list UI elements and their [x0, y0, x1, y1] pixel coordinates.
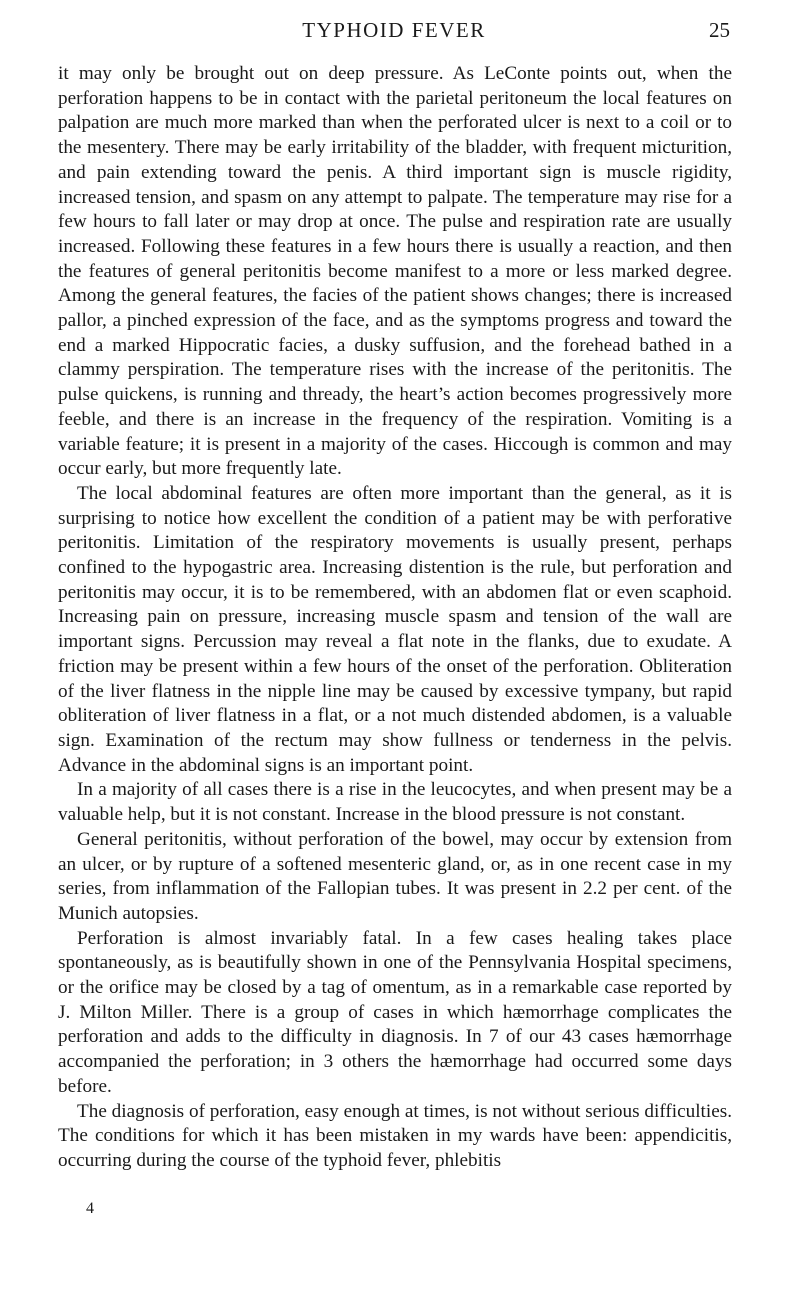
- paragraph-diagnosis: The diagnosis of perforation, easy enough at times, is not without serious difficulties. The conditions for which it has been mistaken in my wards have been: appendicitis, occurring during the course of the typhoid fever, phlebitis: [58, 1100, 732, 1171]
- page-number: 25: [709, 18, 730, 42]
- signature-mark: 4: [86, 1200, 94, 1217]
- page-header: [58, 18, 730, 48]
- running-head: TYPHOID FEVER: [302, 18, 486, 42]
- paragraph-perforation-fatal: Perforation is almost invariably fatal. In a few cases healing takes place spontaneously, as is beautifully shown in one of the Pennsylvania Hospital specimens, or the orifice may be closed by a tag of omentum, as in a remarkable case reported by J. Milton Miller. There is a group of cases in which hæmorrhage complicates the perforation and adds to the difficulty in diagnosis. In 7 of our 43 cases hæmorrhage accompanied the perforation; in 3 others the hæmorrhage had occurred some days before.: [58, 927, 732, 1097]
- paragraph-general-peritonitis: General peritonitis, without perforation of the bowel, may occur by extension from an ulcer, or by rupture of a softened mesenteric gland, or, as in one recent case in my series, from inflammation of the Fallopian tubes. It was present in 2.2 per cent. of the Munich autopsies.: [58, 828, 732, 924]
- paragraph-local-abdominal-features: The local abdominal features are often more important than the general, as it is surprising to notice how excellent the condition of a patient may be with perforative peritonitis. Limitation of the respiratory movements is usually present, perhaps confined to the hypogastric area. Increasing distention is the rule, but perforation and peritonitis may occur, it is to be remembered, with an abdomen flat or even scaphoid. Increasing pain on pressure, increasing muscle spasm and tension of the wall are important signs. Percussion may reveal a flat note in the flanks, due to exudate. A friction may be present within a few hours of the onset of the perforation. Obliteration of the liver flatness in the nipple line may be caused by excessive tympany, but rapid obliteration of liver flatness in a flat, or a not much distended abdomen, is a valuable sign. Examination of the rectum may show fullness or tenderness in the pelvis. Advance in the abdominal signs is an important point.: [58, 482, 732, 776]
- paragraph-leucocytes: In a majority of all cases there is a rise in the leucocytes, and when present may be a valuable help, but it is not constant. Increase in the blood pressure is not constant.: [58, 779, 732, 826]
- body-text: [58, 62, 732, 1174]
- paragraph-continued: it may only be brought out on deep pressure. As LeConte points out, when the perforation happens to be in contact with the parietal peritoneum the local features on palpation are much more marked than when the perforated ulcer is next to a coil or to the mesentery. There may be early irritability of the bladder, with frequent micturition, and pain extending toward the penis. A third important sign is muscle rigidity, increased tension, and spasm on any attempt to palpate. The temperature may rise for a few hours to fall later or may drop at once. The pulse and respiration rate are usually increased. Following these features in a few hours there is usually a reaction, and then the features of general peritonitis become manifest to a more or less marked degree. Among the general features, the facies of the patient shows changes; there is increased pallor, a pinched expression of the face, and as the symptoms progress and toward the end a marked Hippocratic facies, a dusky suffusion, and the forehead bathed in a clammy perspiration. The temperature rises with the increase of the peritonitis. The pulse quickens, is running and thready, the heart’s action becomes progressively more feeble, and there is an increase in the frequency of the respiration. Vomiting is a variable feature; it is present in a majority of the cases. Hiccough is common and may occur early, but more frequently late.: [58, 63, 732, 480]
